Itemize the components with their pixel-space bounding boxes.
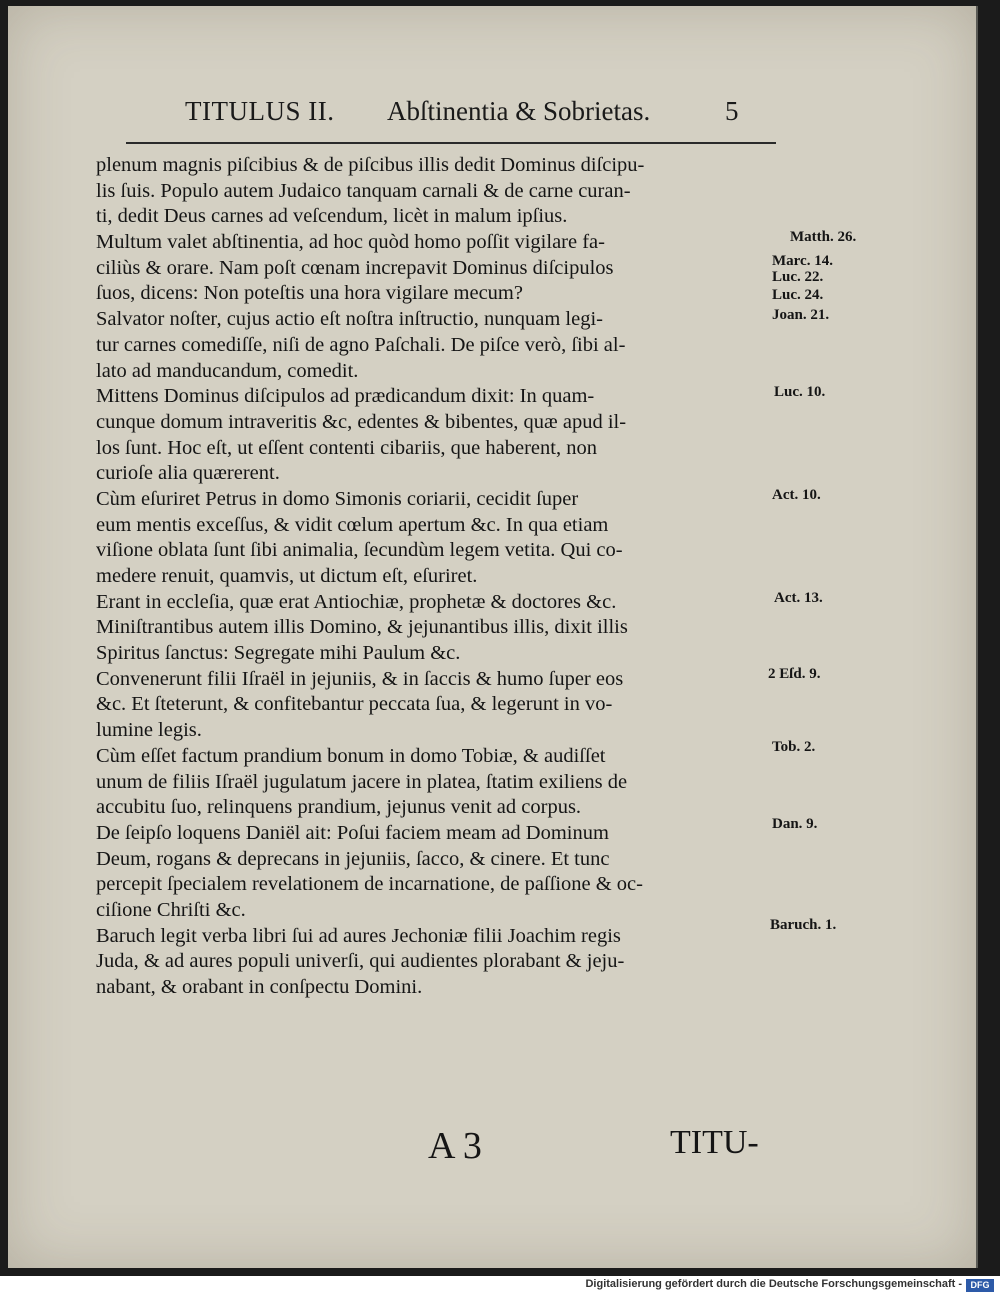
running-head-title: TITULUS II. <box>185 96 335 126</box>
text-line: cunque domum intraveritis &c, edentes & bibentes, quæ apud il- <box>96 410 627 433</box>
text-line: Baruch legit verba libri ſui ad aures Jechoniæ filii Joachim regis <box>96 924 621 947</box>
text-line: ciſione Chriſti &c. <box>96 898 246 921</box>
text-line: Cùm eſuriret Petrus in domo Simonis coriarii, cecidit ſuper <box>96 487 579 510</box>
catchword: TITU- <box>670 1124 759 1161</box>
funding-credit: Digitalisierung gefördert durch die Deutsche Forschungsgemeinschaft - <box>585 1278 962 1290</box>
text-line: Mittens Dominus diſcipulos ad prædicandum dixit: In quam- <box>96 385 595 408</box>
book-page <box>8 6 978 1268</box>
text-line: Miniſtrantibus autem illis Domino, & jejunantibus illis, dixit illis <box>96 616 628 639</box>
text-line: Juda, & ad aures populi univerſi, qui audientes plorabant & jeju- <box>96 950 625 973</box>
text-line: Spiritus ſanctus: Segregate mihi Paulum &c. <box>96 642 461 665</box>
running-head-subject: Abſtinentia & Sobrietas. <box>387 96 651 126</box>
text-line: Salvator noſter, cujus actio eſt noſtra inſtructio, nunquam legi- <box>96 308 603 331</box>
margin-note: Baruch. 1. <box>770 917 837 933</box>
text-line: Erant in eccleſia, quæ erat Antiochiæ, prophetæ & doctores &c. <box>96 590 617 613</box>
margin-note: Luc. 22. <box>772 269 824 285</box>
text-line: ſuos, dicens: Non poteſtis una hora vigilare mecum? <box>96 282 523 305</box>
text-line: ti, dedit Deus carnes ad veſcendum, licèt in malum ipſius. <box>96 205 568 228</box>
text-line: nabant, & orabant in conſpectu Domini. <box>96 976 423 998</box>
text-line: accubitu ſuo, relinquens prandium, jejunus venit ad corpus. <box>96 796 582 819</box>
text-line: percepit ſpecialem revelationem de incarnatione, de paſſione & oc- <box>96 873 643 896</box>
text-line: Convenerunt filii Iſraël in jejuniis, & in ſaccis & humo ſuper eos <box>96 667 624 690</box>
text-line: tur carnes comediſſe, niſi de agno Paſchali. De piſce verò, ſibi al- <box>96 333 626 356</box>
signature-mark: A 3 <box>428 1125 482 1167</box>
text-line: unum de filiis Iſraël jugulatum jacere in platea, ſtatim exiliens de <box>96 770 628 793</box>
text-line: lato ad manducandum, comedit. <box>96 359 359 382</box>
margin-note: Act. 10. <box>772 487 821 503</box>
margin-note: Matth. 26. <box>790 229 857 245</box>
text-line: viſione oblata ſunt ſibi animalia, ſecundùm legem vetita. Qui co- <box>96 539 623 562</box>
margin-note: Marc. 14. <box>772 253 833 269</box>
running-head <box>185 96 755 136</box>
text-line: los ſunt. Hoc eſt, ut eſſent contenti cibariis, que haberent, non <box>96 436 597 459</box>
text-line: lis ſuis. Populo autem Judaico tanquam carnali & de carne curan- <box>96 179 631 202</box>
margin-note: Luc. 10. <box>774 384 826 400</box>
margin-note: Joan. 21. <box>772 307 830 323</box>
text-line: &c. Et ſteterunt, & confitebantur peccata ſua, & legerunt in vo- <box>96 693 613 716</box>
text-line: medere renuit, quamvis, ut dictum eſt, eſuriret. <box>96 565 478 587</box>
page-number: 5 <box>725 96 739 126</box>
text-line: curioſe alia quærerent. <box>96 462 280 485</box>
text-line: Multum valet abſtinentia, ad hoc quòd homo poſſit vigilare fa- <box>96 231 605 254</box>
text-line: eum mentis exceſſus, & vidit cœlum apertum &c. In qua etiam <box>96 513 609 536</box>
margin-note: Act. 13. <box>774 590 823 606</box>
footer-bar <box>0 1276 1000 1295</box>
text-line: lumine legis. <box>96 719 202 742</box>
text-line: Deum, rogans & deprecans in jejuniis, ſacco, & cinere. Et tunc <box>96 847 610 870</box>
head-rule <box>126 142 776 144</box>
text-line: De ſeipſo loquens Daniël ait: Poſui faciem meam ad Dominum <box>96 821 609 844</box>
dfg-logo-icon: DFG <box>966 1279 994 1292</box>
body-text <box>96 153 786 1001</box>
text-line: Cùm eſſet factum prandium bonum in domo Tobiæ, & audiſſet <box>96 744 606 767</box>
margin-note: Dan. 9. <box>772 816 818 832</box>
text-line: plenum magnis piſcibius & de piſcibus illis dedit Dominus diſcipu- <box>96 154 645 176</box>
margin-note: Tob. 2. <box>772 739 816 755</box>
text-line: ciliùs & orare. Nam poſt cœnam increpavit Dominus diſcipulos <box>96 256 614 279</box>
margin-note: 2 Eſd. 9. <box>768 666 821 682</box>
margin-note: Luc. 24. <box>772 287 824 303</box>
